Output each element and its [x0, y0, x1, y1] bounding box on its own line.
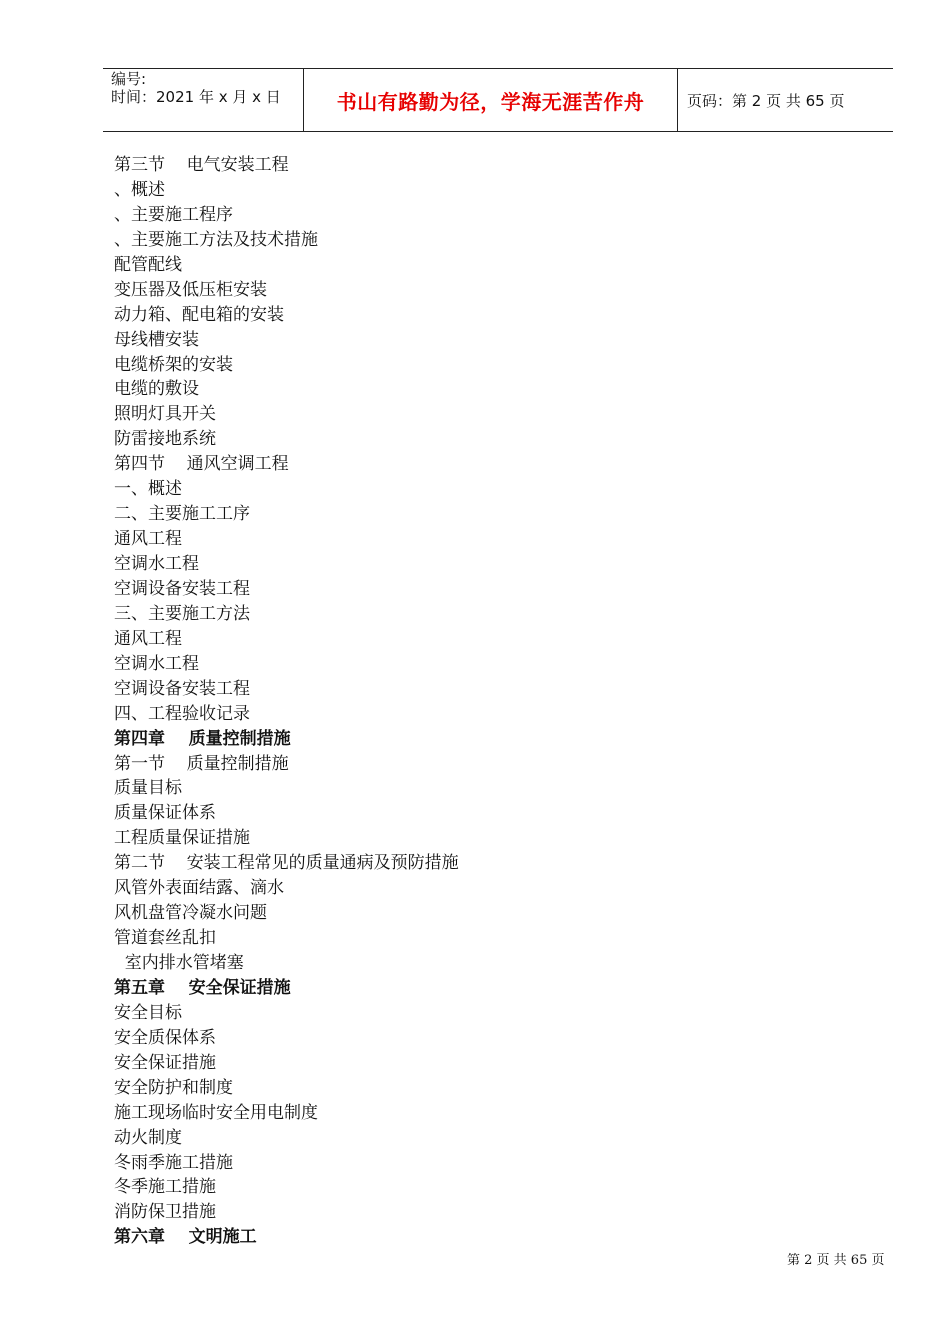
toc-entry: 室内排水管堵塞: [114, 953, 244, 973]
toc-entry: 防雷接地系统: [114, 429, 216, 450]
toc-entry: 安全目标: [114, 1002, 182, 1023]
toc-entry: 空调水工程: [114, 554, 199, 574]
toc-entry: 、主要施工方法及技术措施: [114, 229, 318, 250]
toc-entry: 配管配线: [114, 254, 182, 275]
toc-entry: 空调设备安装工程: [114, 678, 250, 699]
toc-entry: 消防保卫措施: [114, 1202, 216, 1223]
toc-entry: 施工现场临时安全用电制度: [114, 1102, 318, 1123]
toc-entry: 冬雨季施工措施: [114, 1152, 233, 1173]
toc-entry: 质量保证体系: [114, 803, 216, 824]
toc-entry: 冬季施工措施: [114, 1177, 216, 1198]
toc-entry: 空调水工程: [114, 653, 199, 674]
toc-chapter-heading: 第五章 安全保证措施: [114, 977, 291, 998]
header-number-label: 编号:: [111, 70, 147, 88]
toc-entry: 变压器及低压柜安装: [114, 279, 267, 300]
toc-entry: 通风工程: [114, 628, 182, 649]
page-header: [103, 68, 893, 132]
toc-entry: 动火制度: [114, 1127, 182, 1148]
header-time-label: 时间：2021 年 x 月 x 日: [111, 88, 281, 106]
toc-chapter-heading: 第六章 文明施工: [114, 1227, 257, 1248]
toc-entry: 、概述: [114, 179, 165, 200]
header-motto: 书山有路勤为径，学海无涯苦作舟: [336, 89, 645, 114]
toc-entry: 质量目标: [114, 778, 182, 799]
toc-entry: 第三节 电气安装工程: [114, 155, 289, 175]
toc-entry: 四、工程验收记录: [114, 703, 250, 724]
toc-entry: 安全防护和制度: [114, 1077, 233, 1098]
header-meta-cell: [103, 69, 304, 131]
toc-entry: 第一节 质量控制措施: [114, 753, 289, 774]
toc-entry: 动力箱、配电箱的安装: [114, 304, 284, 325]
toc-entry: 、主要施工程序: [114, 204, 233, 225]
toc-entry: 安全质保体系: [114, 1027, 216, 1048]
header-page-info: 页码：第 2 页 共 65 页: [687, 91, 845, 110]
toc-entry: 电缆桥架的安装: [114, 354, 233, 375]
toc-entry: 风管外表面结露、滴水: [114, 878, 284, 899]
header-page-cell: [678, 69, 893, 131]
toc-chapter-heading: 第四章 质量控制措施: [114, 728, 291, 749]
toc-entry: 第二节 安装工程常见的质量通病及预防措施: [114, 853, 459, 874]
toc-entry: 母线槽安装: [114, 329, 199, 350]
table-of-contents: [114, 153, 459, 1250]
toc-entry: 安全保证措施: [114, 1052, 216, 1073]
toc-entry: 空调设备安装工程: [114, 578, 250, 599]
toc-entry: 三、主要施工方法: [114, 603, 250, 624]
toc-entry: 二、主要施工工序: [114, 504, 250, 525]
toc-entry: 通风工程: [114, 529, 182, 550]
page-footer: 第 2 页 共 65 页: [787, 1253, 885, 1268]
toc-entry: 风机盘管冷凝水问题: [114, 903, 267, 924]
toc-entry: 一、概述: [114, 479, 182, 500]
toc-entry: 第四节 通风空调工程: [114, 454, 289, 475]
toc-entry: 照明灯具开关: [114, 404, 216, 425]
toc-entry: 工程质量保证措施: [114, 828, 250, 849]
toc-entry: 电缆的敷设: [114, 379, 199, 400]
toc-entry: 管道套丝乱扣: [114, 928, 216, 949]
header-motto-cell: [304, 69, 678, 131]
